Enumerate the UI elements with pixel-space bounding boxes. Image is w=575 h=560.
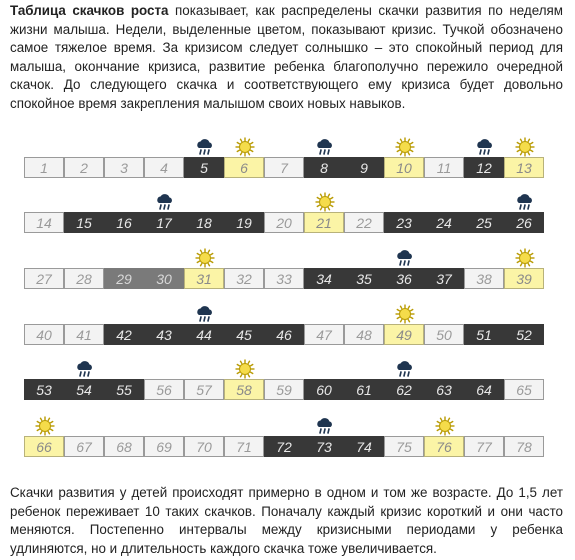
week-number: 48 — [356, 326, 372, 343]
week-cell — [504, 212, 544, 233]
week-cell — [64, 436, 104, 457]
week-cell — [304, 324, 344, 345]
week-cell — [64, 324, 104, 345]
week-number: 1 — [40, 159, 48, 176]
week-number: 37 — [436, 270, 452, 287]
week-number: 71 — [236, 438, 252, 455]
cloud-icon — [515, 192, 535, 212]
week-cell — [504, 436, 544, 457]
week-cell — [264, 212, 304, 233]
week-cell — [184, 268, 224, 289]
week-cell — [304, 268, 344, 289]
week-cell — [344, 436, 384, 457]
week-number: 54 — [76, 381, 92, 398]
week-number: 56 — [156, 381, 172, 398]
week-cell — [184, 379, 224, 400]
cloud-icon — [75, 359, 95, 379]
week-cell — [224, 268, 264, 289]
week-number: 33 — [276, 270, 292, 287]
week-cell — [64, 379, 104, 400]
week-cell — [344, 157, 384, 178]
sun-icon — [515, 137, 535, 157]
cloud-icon — [195, 304, 215, 324]
week-cell — [144, 436, 184, 457]
week-cell — [264, 379, 304, 400]
sun-icon — [395, 304, 415, 324]
week-number: 3 — [120, 159, 128, 176]
week-cell — [384, 268, 424, 289]
week-number: 64 — [476, 381, 492, 398]
week-number: 49 — [396, 326, 412, 343]
week-cell — [104, 157, 144, 178]
week-cell — [264, 436, 304, 457]
week-number: 17 — [156, 214, 172, 231]
week-cell — [464, 157, 504, 178]
week-number: 76 — [436, 438, 452, 455]
week-cell — [264, 324, 304, 345]
week-number: 72 — [276, 438, 292, 455]
week-number: 35 — [356, 270, 372, 287]
week-number: 9 — [360, 159, 368, 176]
week-number: 11 — [436, 159, 452, 176]
week-cell — [104, 379, 144, 400]
week-cell — [344, 268, 384, 289]
week-number: 65 — [516, 381, 532, 398]
week-number: 51 — [476, 326, 492, 343]
sun-icon — [195, 248, 215, 268]
week-cell — [424, 436, 464, 457]
week-cell — [64, 212, 104, 233]
week-number: 26 — [516, 214, 532, 231]
week-cell — [184, 212, 224, 233]
week-number: 29 — [116, 270, 132, 287]
week-cell — [464, 379, 504, 400]
week-cell — [24, 324, 64, 345]
week-number: 13 — [516, 159, 532, 176]
week-cell — [104, 212, 144, 233]
week-cell — [224, 324, 264, 345]
cloud-icon — [315, 137, 335, 157]
week-number: 2 — [80, 159, 88, 176]
week-cell — [464, 324, 504, 345]
week-cell — [304, 212, 344, 233]
week-cell — [184, 436, 224, 457]
week-cell — [224, 157, 264, 178]
week-cell — [424, 212, 464, 233]
sun-icon — [395, 137, 415, 157]
week-cell — [264, 157, 304, 178]
week-cell — [184, 157, 224, 178]
week-number: 63 — [436, 381, 452, 398]
week-number: 30 — [156, 270, 172, 287]
week-number: 60 — [316, 381, 332, 398]
week-number: 7 — [280, 159, 288, 176]
cloud-icon — [475, 137, 495, 157]
week-row-6 — [24, 436, 544, 457]
week-number: 42 — [116, 326, 132, 343]
week-number: 5 — [200, 159, 208, 176]
week-number: 61 — [356, 381, 372, 398]
week-number: 22 — [356, 214, 372, 231]
week-number: 58 — [236, 381, 252, 398]
cloud-icon — [195, 137, 215, 157]
week-row-3 — [24, 268, 544, 289]
week-number: 69 — [156, 438, 172, 455]
week-row-4 — [24, 324, 544, 345]
week-cell — [464, 212, 504, 233]
cloud-icon — [395, 359, 415, 379]
week-number: 44 — [196, 326, 212, 343]
week-cell — [224, 436, 264, 457]
week-cell — [384, 157, 424, 178]
week-cell — [144, 379, 184, 400]
week-number: 36 — [396, 270, 412, 287]
cloud-icon — [395, 248, 415, 268]
week-cell — [504, 157, 544, 178]
week-number: 57 — [196, 381, 212, 398]
intro-paragraph — [10, 2, 563, 114]
week-cell — [384, 379, 424, 400]
week-number: 46 — [276, 326, 292, 343]
week-cell — [64, 157, 104, 178]
sun-icon — [515, 248, 535, 268]
week-number: 73 — [316, 438, 332, 455]
week-number: 70 — [196, 438, 212, 455]
week-number: 45 — [236, 326, 252, 343]
week-number: 16 — [116, 214, 132, 231]
week-number: 14 — [36, 214, 52, 231]
week-cell — [264, 268, 304, 289]
week-number: 18 — [196, 214, 212, 231]
week-number: 53 — [36, 381, 52, 398]
week-cell — [424, 379, 464, 400]
week-cell — [24, 157, 64, 178]
week-cell — [184, 324, 224, 345]
week-number: 23 — [396, 214, 412, 231]
week-cell — [304, 436, 344, 457]
week-cell — [104, 268, 144, 289]
week-number: 12 — [476, 159, 492, 176]
week-number: 34 — [316, 270, 332, 287]
week-cell — [304, 379, 344, 400]
cloud-icon — [315, 416, 335, 436]
week-number: 15 — [76, 214, 92, 231]
week-number: 62 — [396, 381, 412, 398]
week-number: 75 — [396, 438, 412, 455]
week-number: 38 — [476, 270, 492, 287]
week-row-1 — [24, 157, 544, 178]
week-cell — [424, 268, 464, 289]
week-cell — [464, 436, 504, 457]
week-cell — [224, 212, 264, 233]
week-number: 28 — [76, 270, 92, 287]
sun-icon — [235, 359, 255, 379]
week-number: 10 — [396, 159, 412, 176]
week-cell — [424, 157, 464, 178]
week-cell — [504, 268, 544, 289]
week-number: 31 — [196, 270, 212, 287]
week-cell — [344, 324, 384, 345]
intro-text: показывает, как распределены скачки развития по неделям жизни малыша. Недели, выделенные цветом, показывают кризис. Тучкой обозначено самое тяжелое время. За кризисом следует солнышко – это спокойный период для малыша, окончание кризиса, развитие ребенка благополучно пережило очередной скачок. До следующего скачка и соответствующего ему кризиса будет довольно спокойное время закрепления малышом своих новых навыков. — [10, 3, 563, 111]
week-number: 8 — [320, 159, 328, 176]
sun-icon — [235, 137, 255, 157]
week-cell — [104, 436, 144, 457]
week-cell — [344, 212, 384, 233]
week-cell — [384, 436, 424, 457]
week-number: 78 — [516, 438, 532, 455]
sun-icon — [35, 416, 55, 436]
week-cell — [224, 379, 264, 400]
week-row-5 — [24, 379, 544, 400]
week-number: 43 — [156, 326, 172, 343]
week-number: 25 — [476, 214, 492, 231]
cloud-icon — [155, 192, 175, 212]
week-number: 39 — [516, 270, 532, 287]
week-cell — [144, 324, 184, 345]
week-number: 21 — [316, 214, 332, 231]
week-cell — [464, 268, 504, 289]
week-cell — [144, 212, 184, 233]
week-number: 4 — [160, 159, 168, 176]
week-row-2 — [24, 212, 544, 233]
week-cell — [424, 324, 464, 345]
sun-icon — [435, 416, 455, 436]
week-number: 32 — [236, 270, 252, 287]
week-number: 55 — [116, 381, 132, 398]
week-cell — [384, 324, 424, 345]
week-number: 19 — [236, 214, 252, 231]
week-cell — [104, 324, 144, 345]
week-cell — [24, 436, 64, 457]
week-number: 50 — [436, 326, 452, 343]
week-cell — [384, 212, 424, 233]
week-cell — [64, 268, 104, 289]
week-cell — [24, 212, 64, 233]
week-number: 27 — [36, 270, 52, 287]
week-number: 67 — [76, 438, 92, 455]
week-cell — [344, 379, 384, 400]
week-number: 66 — [36, 438, 52, 455]
sun-icon — [315, 192, 335, 212]
week-cell — [504, 379, 544, 400]
week-number: 24 — [436, 214, 452, 231]
outro-paragraph: Скачки развития у детей происходят примерно в одном и том же возрасте. До 1,5 лет ребенок переживает 10 таких скачков. Поначалу каждый кризис короткий и они часто меняются. Постепенно интервалы между кризисными периодами у ребенка удлиняются, но и длительность каждого скачка тоже увеличивается. — [10, 485, 563, 556]
week-number: 52 — [516, 326, 532, 343]
week-cell — [24, 379, 64, 400]
week-number: 68 — [116, 438, 132, 455]
week-cell — [144, 268, 184, 289]
week-number: 41 — [76, 326, 92, 343]
week-number: 47 — [316, 326, 332, 343]
week-cell — [24, 268, 64, 289]
week-number: 20 — [276, 214, 292, 231]
week-cell — [504, 324, 544, 345]
week-number: 59 — [276, 381, 292, 398]
week-number: 77 — [476, 438, 492, 455]
intro-bold: Таблица скачков роста — [10, 3, 169, 18]
week-number: 74 — [356, 438, 372, 455]
week-cell — [304, 157, 344, 178]
week-cell — [144, 157, 184, 178]
week-number: 40 — [36, 326, 52, 343]
week-number: 6 — [240, 159, 248, 176]
